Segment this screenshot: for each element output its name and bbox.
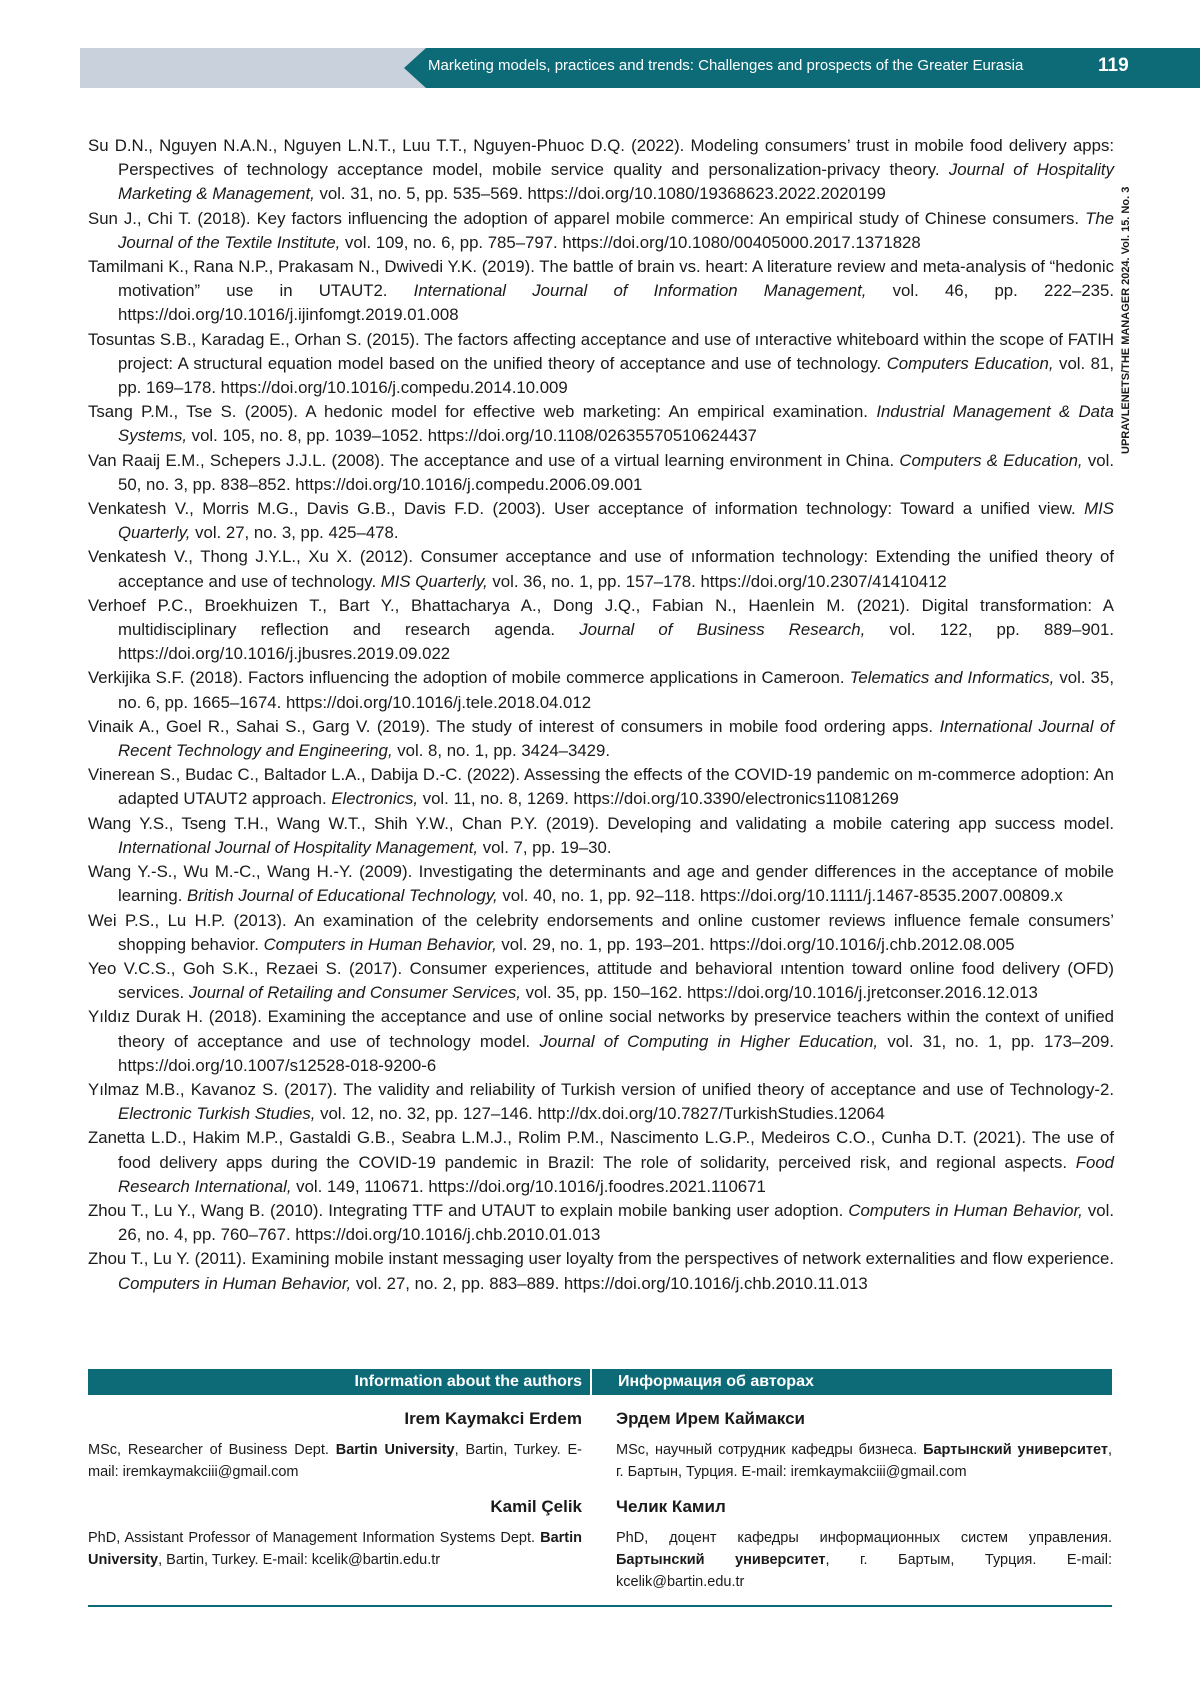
author-info-header-en: Information about the authors	[88, 1369, 592, 1395]
reference-item: Zhou T., Lu Y. (2011). Examining mobile instant messaging user loyalty from the perspectives of network externalities and flow experience. Computers in Human Behavior, vol. 27, no. 2, pp. 883–889. https://doi.org/10.1016/j.chb.2010.11.013	[88, 1247, 1114, 1295]
author-name-ru: Эрдем Ирем Каймакси	[616, 1409, 1112, 1429]
author-name-ru: Челик Камил	[616, 1497, 1112, 1517]
running-header-title: Marketing models, practices and trends: Challenges and prospects of the Greater Eurasia	[428, 57, 1068, 74]
author-section-rule	[88, 1605, 1112, 1607]
reference-item: Verkijika S.F. (2018). Factors influencing the adoption of mobile commerce applications in Cameroon. Telematics and Informatics, vol. 35, no. 6, pp. 1665–1674. https://doi.org/10.1016/j.tele.2018.04.012	[88, 666, 1114, 714]
reference-item: Vinaik A., Goel R., Sahai S., Garg V. (2019). The study of interest of consumers in mobile food ordering apps. International Journal of Recent Technology and Engineering, vol. 8, no. 1, pp. 3424–3429.	[88, 715, 1114, 763]
reference-item: Verhoef P.C., Broekhuizen T., Bart Y., Bhattacharya A., Dong J.Q., Fabian N., Haenlein M. (2021). Digital transformation: A multidisciplinary reflection and research agenda. Journal of Business Research, vol. 122, pp. 889–901. https://doi.org/10.1016/j.jbusres.2019.09.022	[88, 594, 1114, 667]
reference-item: Yılmaz M.B., Kavanoz S. (2017). The validity and reliability of Turkish version of unified theory of acceptance and use of Technology-2. Electronic Turkish Studies, vol. 12, no. 32, pp. 127–146. http://dx.doi.org/10.7827/TurkishStudies.12064	[88, 1078, 1114, 1126]
author-info-section	[88, 1369, 1112, 1607]
reference-item: Tosuntas S.B., Karadag E., Orhan S. (2015). The factors affecting acceptance and use of ınteractive whiteboard within the scope of FATIH project: A structural equation model based on the unified theory of acceptance and use of technology. Computers Education, vol. 81, pp. 169–178. https://doi.org/10.1016/j.compedu.2014.10.009	[88, 328, 1114, 401]
reference-list	[88, 134, 1114, 1296]
author-row	[88, 1483, 1112, 1593]
reference-item: Venkatesh V., Morris M.G., Davis G.B., Davis F.D. (2003). User acceptance of information technology: Toward a unified view. MIS Quarterly, vol. 27, no. 3, pp. 425–478.	[88, 497, 1114, 545]
reference-item: Tamilmani K., Rana N.P., Prakasam N., Dwivedi Y.K. (2019). The battle of brain vs. heart: A literature review and meta-analysis of “hedonic motivation” use in UTAUT2. International Journal of Information Management, vol. 46, pp. 222–235. https://doi.org/10.1016/j.ijinfomgt.2019.01.008	[88, 255, 1114, 328]
reference-item: Yıldız Durak H. (2018). Examining the acceptance and use of online social networks by preservice teachers within the context of unified theory of acceptance and use of technology model. Journal of Computing in Higher Education, vol. 31, no. 1, pp. 173–209. https://doi.org/10.1007/s12528-018-9200-6	[88, 1005, 1114, 1078]
author-desc-ru: PhD, доцент кафедры информационных систем управления. Бартынский университет, г. Бартым, Турция. E-mail: kcelik@bartin.edu.tr	[616, 1527, 1112, 1593]
author-info-header	[88, 1369, 1112, 1395]
author-name-en: Irem Kaymakci Erdem	[88, 1409, 582, 1429]
reference-item: Zhou T., Lu Y., Wang B. (2010). Integrating TTF and UTAUT to explain mobile banking user adoption. Computers in Human Behavior, vol. 26, no. 4, pp. 760–767. https://doi.org/10.1016/j.chb.2010.01.013	[88, 1199, 1114, 1247]
reference-item: Wang Y.-S., Wu M.-C., Wang H.-Y. (2009). Investigating the determinants and age and gender differences in the acceptance of mobile learning. British Journal of Educational Technology, vol. 40, no. 1, pp. 92–118. https://doi.org/10.1111/j.1467-8535.2007.00809.x	[88, 860, 1114, 908]
reference-item: Venkatesh V., Thong J.Y.L., Xu X. (2012). Consumer acceptance and use of ınformation technology: Extending the unified theory of acceptance and use of technology. MIS Quarterly, vol. 36, no. 1, pp. 157–178. https://doi.org/10.2307/41410412	[88, 545, 1114, 593]
reference-item: Zanetta L.D., Hakim M.P., Gastaldi G.B., Seabra L.M.J., Rolim P.M., Nascimento L.G.P., Medeiros C.O., Cunha D.T. (2021). The use of food delivery apps during the COVID-19 pandemic in Brazil: The role of solidarity, perceived risk, and regional aspects. Food Research International, vol. 149, 110671. https://doi.org/10.1016/j.foodres.2021.110671	[88, 1126, 1114, 1199]
reference-item: Yeo V.C.S., Goh S.K., Rezaei S. (2017). Consumer experiences, attitude and behavioral ıntention toward online food delivery (OFD) services. Journal of Retailing and Consumer Services, vol. 35, pp. 150–162. https://doi.org/10.1016/j.jretconser.2016.12.013	[88, 957, 1114, 1005]
reference-item: Wei P.S., Lu H.P. (2013). An examination of the celebrity endorsements and online customer reviews influence female consumers’ shopping behavior. Computers in Human Behavior, vol. 29, no. 1, pp. 193–201. https://doi.org/10.1016/j.chb.2012.08.005	[88, 909, 1114, 957]
page-number: 119	[1098, 55, 1158, 77]
author-desc-en: PhD, Assistant Professor of Management Information Systems Dept. Bartin University, Bartin, Turkey. E-mail: kcelik@bartin.edu.tr	[88, 1527, 582, 1571]
reference-item: Sun J., Chi T. (2018). Key factors influencing the adoption of apparel mobile commerce: An empirical study of Chinese consumers. The Journal of the Textile Institute, vol. 109, no. 6, pp. 785–797. https://doi.org/10.1080/00405000.2017.1371828	[88, 207, 1114, 255]
reference-item: Tsang P.M., Tse S. (2005). A hedonic model for effective web marketing: An empirical examination. Industrial Management & Data Systems, vol. 105, no. 8, pp. 1039–1052. https://doi.org/10.1108/02635570510624437	[88, 400, 1114, 448]
author-info-header-ru: Информация об авторах	[592, 1369, 1112, 1395]
reference-item: Wang Y.S., Tseng T.H., Wang W.T., Shih Y.W., Chan P.Y. (2019). Developing and validating a mobile catering app success model. International Journal of Hospitality Management, vol. 7, pp. 19–30.	[88, 812, 1114, 860]
author-desc-ru: MSc, научный сотрудник кафедры бизнеса. Бартынский университет, г. Бартын, Турция. E-mail: iremkaymakciii@gmail.com	[616, 1439, 1112, 1483]
author-row	[88, 1395, 1112, 1483]
reference-item: Vinerean S., Budac C., Baltador L.A., Dabija D.-C. (2022). Assessing the effects of the COVID-19 pandemic on m-commerce adoption: An adapted UTAUT2 approach. Electronics, vol. 11, no. 8, 1269. https://doi.org/10.3390/electronics11081269	[88, 763, 1114, 811]
reference-item: Van Raaij E.M., Schepers J.J.L. (2008). The acceptance and use of a virtual learning environment in China. Computers & Education, vol. 50, no. 3, pp. 838–852. https://doi.org/10.1016/j.compedu.2006.09.001	[88, 449, 1114, 497]
reference-item: Su D.N., Nguyen N.A.N., Nguyen L.N.T., Luu T.T., Nguyen-Phuoc D.Q. (2022). Modeling consumers’ trust in mobile food delivery apps: Perspectives of technology acceptance model, mobile service quality and personalization-privacy theory. Journal of Hospitality Marketing & Management, vol. 31, no. 5, pp. 535–569. https://doi.org/10.1080/19368623.2022.2020199	[88, 134, 1114, 207]
journal-side-caption: UPRAVLENETS/THE MANAGER 2024. Vol. 15. No. 3	[1120, 94, 1132, 454]
author-name-en: Kamil Çelik	[88, 1497, 582, 1517]
author-desc-en: MSc, Researcher of Business Dept. Bartin University, Bartin, Turkey. E-mail: iremkaymakciii@gmail.com	[88, 1439, 582, 1483]
